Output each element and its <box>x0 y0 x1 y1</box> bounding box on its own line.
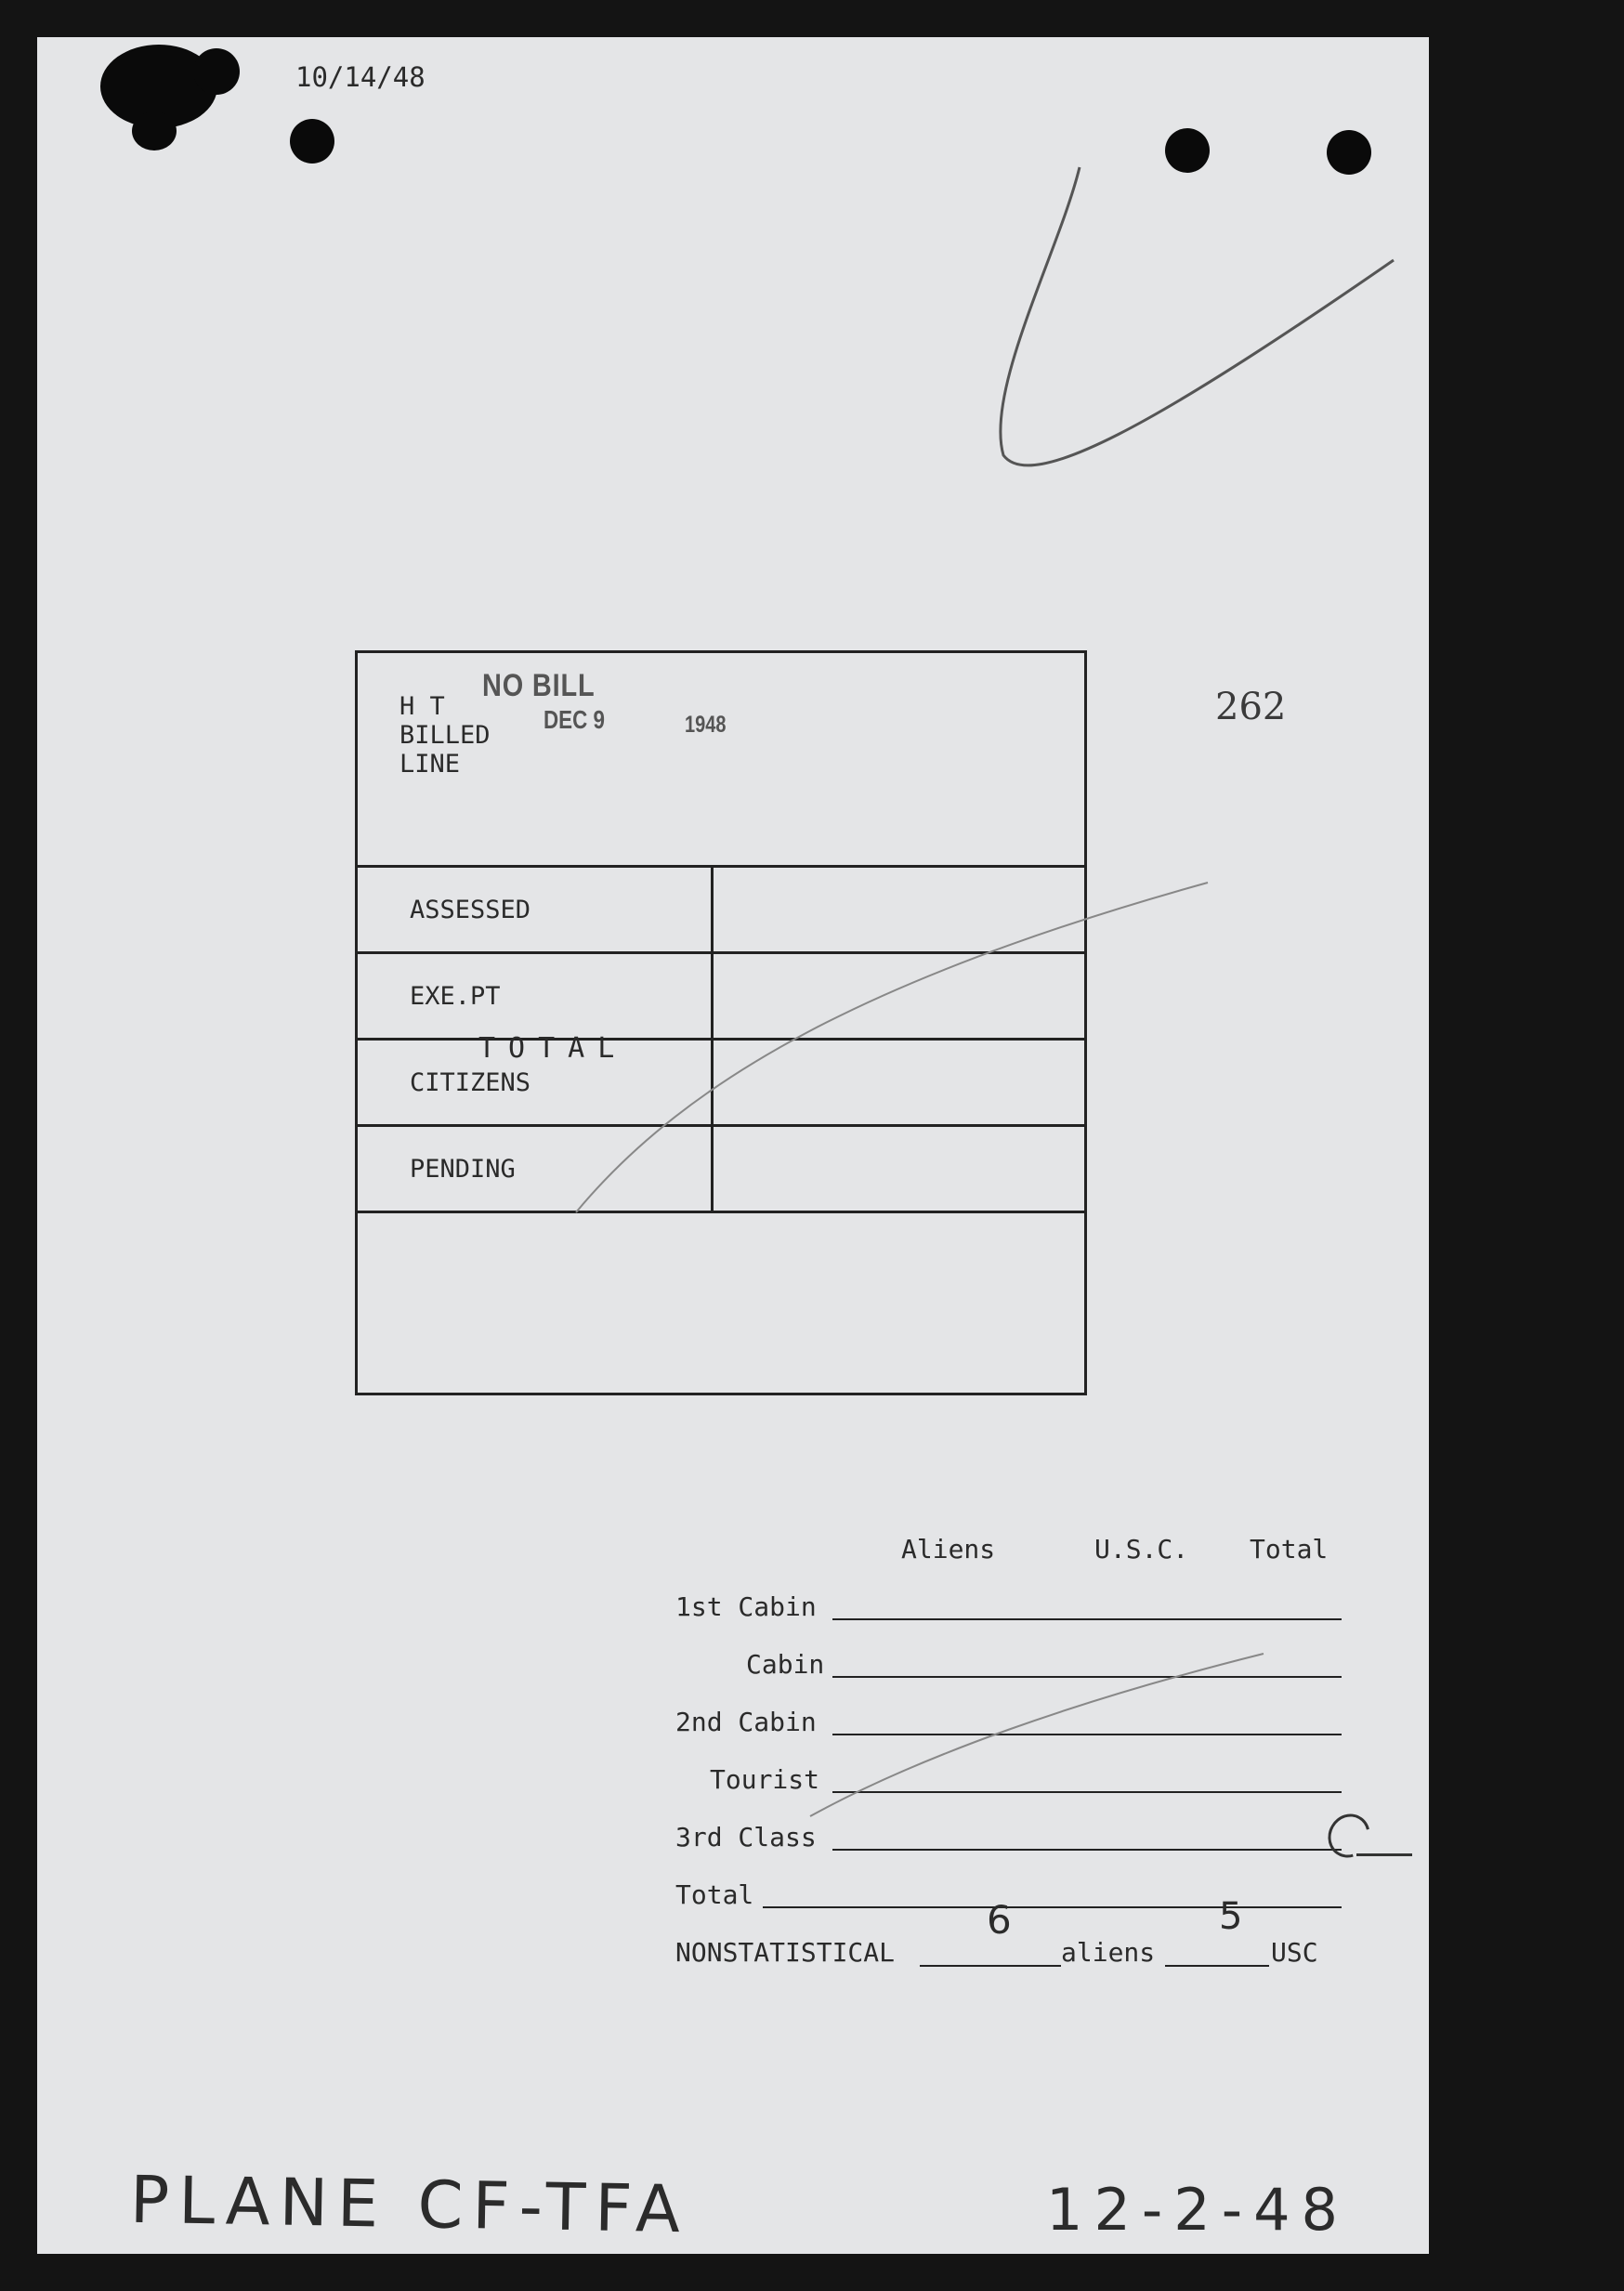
row-label: CITIZENS <box>410 1068 531 1097</box>
column-header-total: Total <box>1250 1534 1329 1564</box>
plane-registration: PLANE CF-TFA <box>129 2161 690 2248</box>
total-label: TOTAL <box>478 1032 628 1065</box>
row-label: ASSESSED <box>410 896 531 924</box>
stamp-year: 1948 <box>685 712 727 738</box>
pencil-check-stroke <box>1001 167 1394 465</box>
class-label-cabin: Cabin <box>746 1649 825 1680</box>
document-date: 10/14/48 <box>295 61 426 93</box>
class-label-1st-cabin: 1st Cabin <box>675 1591 817 1622</box>
handwritten-date: 12-2-48 <box>1046 2176 1349 2244</box>
aliens-label: aliens <box>1061 1937 1156 1968</box>
pencil-marks <box>37 37 1429 2254</box>
stamp-date: DEC 9 <box>544 705 605 734</box>
pencil-diagonal-stroke <box>576 883 1208 1212</box>
pencil-diagonal-stroke <box>810 1654 1264 1816</box>
row-label: PENDING <box>410 1155 516 1184</box>
usc-count: 5 <box>1219 1895 1243 1938</box>
nonstatistical-label: NONSTATISTICAL <box>675 1937 896 1968</box>
class-label-total: Total <box>675 1879 754 1910</box>
class-label-3rd-class: 3rd Class <box>675 1822 817 1852</box>
aliens-count: 6 <box>987 1897 1012 1943</box>
column-header-usc: U.S.C. <box>1094 1534 1189 1564</box>
column-header-aliens: Aliens <box>901 1534 996 1564</box>
form-number: 262 <box>1215 686 1287 728</box>
no-bill-stamp: NO BILL <box>482 668 596 703</box>
billed-line-label: H T BILLED LINE <box>399 692 491 779</box>
row-label: EXE.PT <box>410 982 501 1011</box>
class-label-2nd-cabin: 2nd Cabin <box>675 1707 817 1737</box>
class-label-tourist: Tourist <box>710 1764 820 1795</box>
document-page <box>37 37 1429 2254</box>
usc-label: USC <box>1271 1937 1318 1968</box>
